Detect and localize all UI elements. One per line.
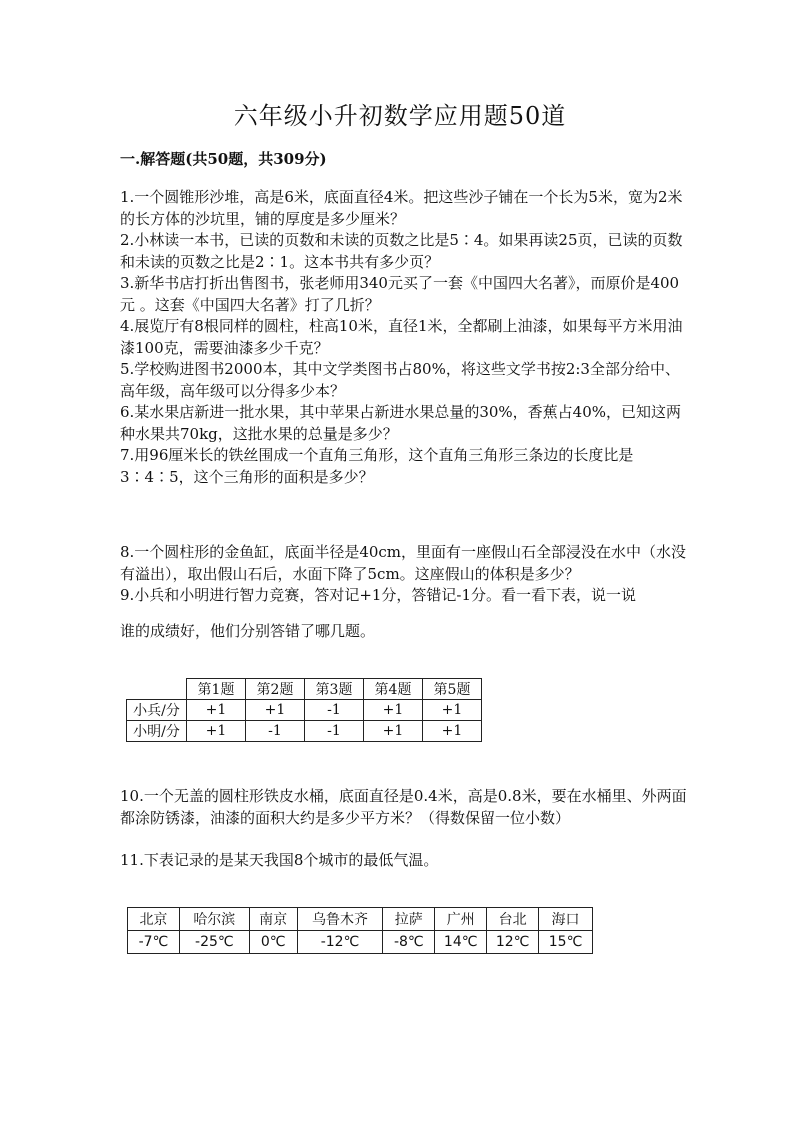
score-cell: -1 <box>246 721 305 742</box>
city-cell: 南京 <box>249 908 297 931</box>
question-9-continued: 谁的成绩好，他们分别答错了哪几题。 <box>120 622 376 640</box>
question-4: 4.展览厅有8根同样的圆柱，柱高10米，直径1米，全都刷上油漆，如果每平方米用油漆100克，需要油漆多少千克？ <box>120 317 683 357</box>
city-cell: 广州 <box>435 908 487 931</box>
header-cell: 第3题 <box>305 679 364 700</box>
temperature-cell: 15℃ <box>539 931 593 954</box>
question-5: 5.学校购进图书2000本，其中文学类图书占80%，将这些文学书按2:3全部分给中、高年级，高年级可以分得多少本？ <box>120 360 680 400</box>
score-cell: -1 <box>305 721 364 742</box>
header-cell-empty <box>127 679 187 700</box>
temperature-table <box>127 907 593 954</box>
question-6: 6.某水果店新进一批水果，其中苹果占新进水果总量的30%，香蕉占40%，已知这两种水果共70kg，这批水果的总量是多少？ <box>120 403 681 443</box>
temperature-cell: 0℃ <box>249 931 297 954</box>
table-row <box>127 700 482 721</box>
city-cell: 海口 <box>539 908 593 931</box>
score-cell: +1 <box>364 700 423 721</box>
score-table <box>126 678 482 742</box>
question-9: 9.小兵和小明进行智力竞赛，答对记+1分，答错记-1分。看一看下表，说一说 <box>120 586 637 604</box>
temperature-cell: -7℃ <box>128 931 180 954</box>
page-title: 六年级小升初数学应用题50道 <box>233 102 567 130</box>
row-label: 小兵/分 <box>127 700 187 721</box>
score-cell: +1 <box>423 721 482 742</box>
question-3: 3.新华书店打折出售图书，张老师用340元买了一套《中国四大名著》，而原价是400元 。这套《中国四大名著》打了几折？ <box>120 274 680 314</box>
question-10: 10.一个无盖的圆柱形铁皮水桶，底面直径是0.4米，高是0.8米，要在水桶里、外两面都涂防锈漆，油漆的面积大约是多少平方米？（得数保留一位小数） <box>120 787 687 827</box>
question-8: 8.一个圆柱形的金鱼缸，底面半径是40cm，里面有一座假山石全部浸没在水中（水没有溢出），取出假山石后，水面下降了5cm。这座假山的体积是多少？ <box>120 543 687 583</box>
score-cell: +1 <box>187 721 246 742</box>
score-table-header <box>127 679 482 700</box>
header-cell: 第4题 <box>364 679 423 700</box>
city-row <box>128 908 593 931</box>
temperature-cell: 14℃ <box>435 931 487 954</box>
city-cell: 哈尔滨 <box>179 908 249 931</box>
question-11: 11.下表记录的是某天我国8个城市的最低气温。 <box>120 851 439 869</box>
question-2: 2.小林读一本书，已读的页数和未读的页数之比是5∶4。如果再读25页，已读的页数和未读的页数之比是2∶1。这本书共有多少页？ <box>120 231 683 271</box>
score-cell: +1 <box>423 700 482 721</box>
temperature-cell: -8℃ <box>383 931 435 954</box>
city-cell: 北京 <box>128 908 180 931</box>
temperature-row <box>128 931 593 954</box>
header-cell: 第5题 <box>423 679 482 700</box>
table-row <box>127 721 482 742</box>
section-heading: 一.解答题(共50题，共309分) <box>120 150 327 168</box>
row-label: 小明/分 <box>127 721 187 742</box>
score-cell: +1 <box>187 700 246 721</box>
city-cell: 台北 <box>487 908 539 931</box>
city-cell: 拉萨 <box>383 908 435 931</box>
score-cell: -1 <box>305 700 364 721</box>
temperature-cell: 12℃ <box>487 931 539 954</box>
temperature-cell: -25℃ <box>179 931 249 954</box>
temperature-cell: -12℃ <box>297 931 383 954</box>
question-7: 7.用96厘米长的铁丝围成一个直角三角形，这个直角三角形三条边的长度比是3∶4∶5，这个三角形的面积是多少？ <box>120 446 634 486</box>
score-cell: +1 <box>364 721 423 742</box>
question-1: 1.一个圆锥形沙堆，高是6米，底面直径4米。把这些沙子铺在一个长为5米，宽为2米的长方体的沙坑里，铺的厚度是多少厘米？ <box>120 188 683 228</box>
city-cell: 乌鲁木齐 <box>297 908 383 931</box>
header-cell: 第2题 <box>246 679 305 700</box>
score-cell: +1 <box>246 700 305 721</box>
header-cell: 第1题 <box>187 679 246 700</box>
